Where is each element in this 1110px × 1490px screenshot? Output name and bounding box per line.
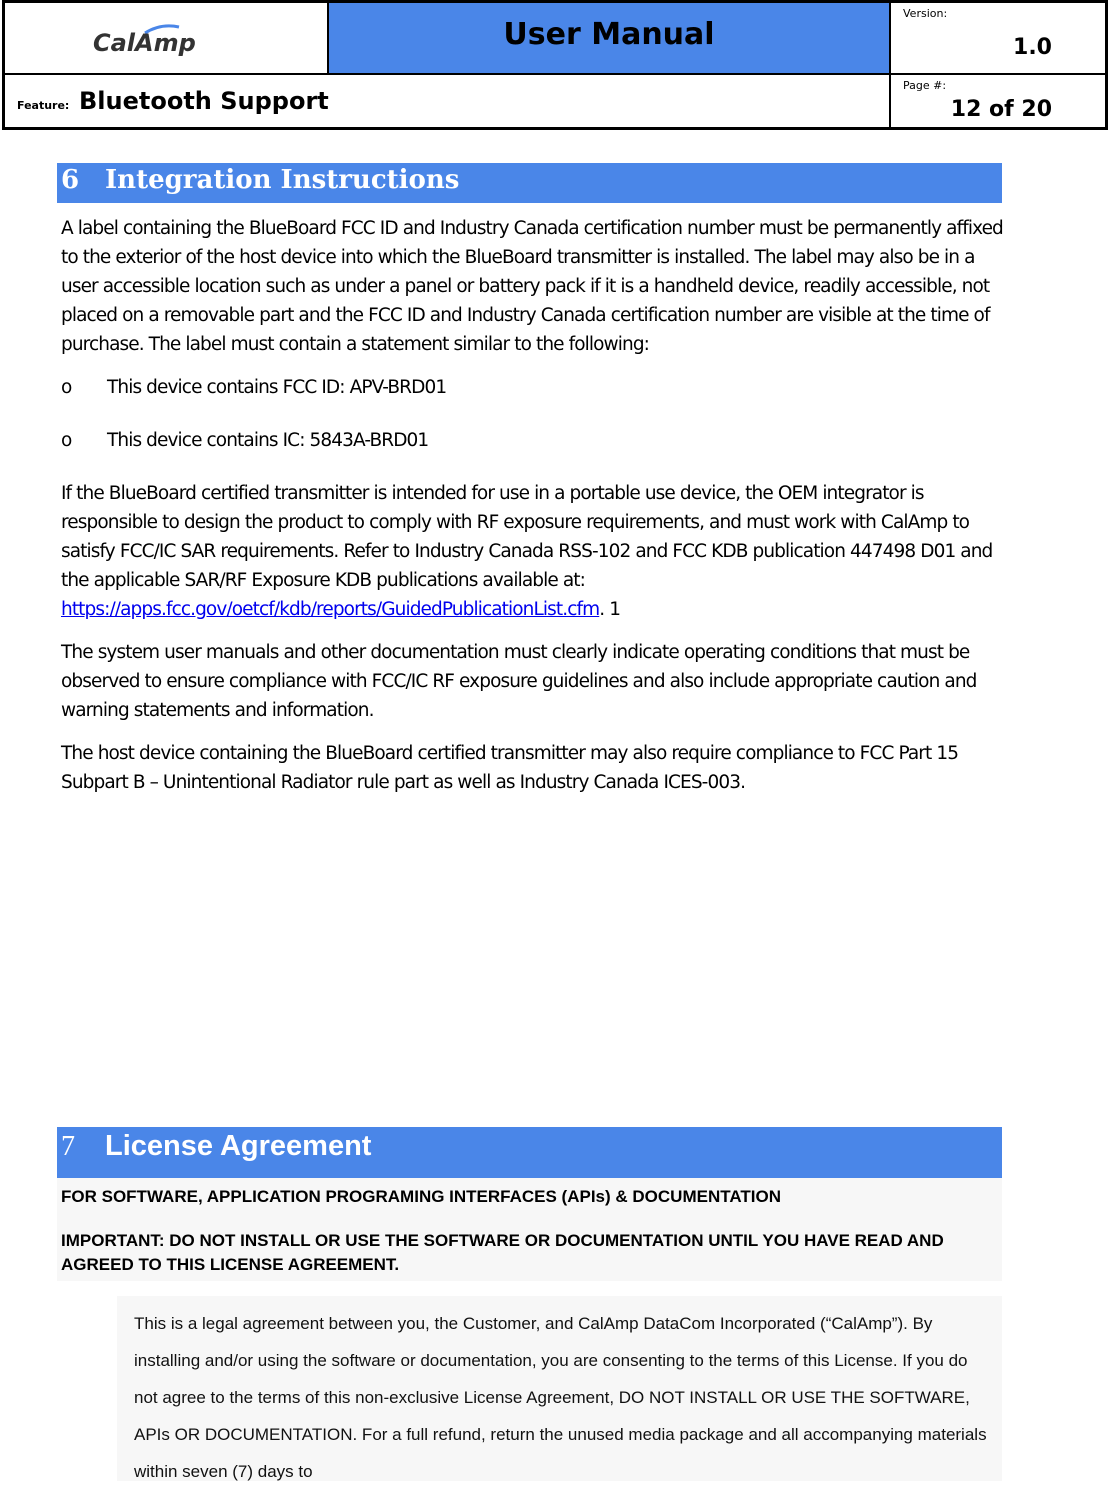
section-6-body bbox=[61, 214, 1006, 811]
bullet-mark: o bbox=[61, 377, 72, 398]
license-scope-line: FOR SOFTWARE, APPLICATION PROGRAMING INTERFACES (APIs) & DOCUMENTATION bbox=[61, 1187, 781, 1206]
paragraph-label-requirement: A label containing the BlueBoard FCC ID and Industry Canada certification number must be permanently affixed to the exterior of the host device into which the BlueBoard transmitter is installed. The label may also be in a user accessible location such as under a panel or battery pack if it is a handheld device, readily accessible, not placed on a removable part and the FCC ID and Industry Canada certification number are visible at the time of purchase. The label must contain a statement similar to the following: bbox=[61, 218, 1003, 355]
legal-agreement-box bbox=[117, 1296, 1002, 1481]
license-notice-box bbox=[57, 1178, 1002, 1281]
link-suffix: . 1 bbox=[599, 599, 621, 620]
section-7-number: 7 bbox=[61, 1131, 75, 1162]
bullet-mark: o bbox=[61, 430, 72, 451]
page-value: 12 of 20 bbox=[950, 97, 1052, 122]
version-cell bbox=[891, 3, 1108, 75]
document-header bbox=[2, 0, 1108, 130]
paragraph-portable-use bbox=[61, 479, 1006, 624]
calamp-logo bbox=[93, 21, 253, 57]
license-important-line: IMPORTANT: DO NOT INSTALL OR USE THE SOFTWARE OR DOCUMENTATION UNTIL YOU HAVE READ AND AGREED TO THIS LICENSE AGREEMENT. bbox=[61, 1231, 944, 1274]
page-label: Page #: bbox=[903, 79, 947, 92]
paragraph-documentation: The system user manuals and other documentation must clearly indicate operating conditions that must be observed to ensure compliance with FCC/IC RF exposure guidelines and also include appropriate caution and warning statements and information. bbox=[61, 642, 977, 721]
version-value: 1.0 bbox=[1013, 35, 1052, 60]
feature-label: Feature: bbox=[17, 99, 70, 112]
page-number-cell bbox=[891, 75, 1108, 130]
paragraph-host-compliance: The host device containing the BlueBoard certified transmitter may also require compliance to FCC Part 15 Subpart B – Unintentional Radiator rule part as well as Industry Canada ICES-003. bbox=[61, 743, 959, 793]
version-label: Version: bbox=[903, 7, 948, 20]
bullet-ic bbox=[61, 426, 1006, 455]
section-6-number: 6 bbox=[61, 165, 80, 195]
bullet-text: This device contains FCC ID: APV-BRD01 bbox=[107, 377, 447, 398]
fcc-kdb-link[interactable]: https://apps.fcc.gov/oetcf/kdb/reports/GuidedPublicationList.cfm bbox=[61, 599, 600, 620]
section-7-title: License Agreement bbox=[105, 1130, 372, 1162]
manual-title: User Manual bbox=[503, 17, 715, 52]
bullet-text: This device contains IC: 5843A-BRD01 bbox=[107, 430, 429, 451]
legal-agreement-text: This is a legal agreement between you, the Customer, and CalAmp DataCom Incorporated (“CalAmp”). By installing and/or using the software or documentation, you are consenting to the terms of this License. If you do not agree to the terms of this non-exclusive License Agreement, DO NOT INSTALL OR USE THE SOFTWARE, APIs OR DOCUMENTATION. For a full refund, return the unused media package and all accompanying materials within seven (7) days to bbox=[134, 1314, 987, 1481]
manual-title-cell bbox=[329, 3, 891, 75]
section-6-title: Integration Instructions bbox=[105, 165, 460, 195]
section-6-heading bbox=[57, 163, 1002, 203]
svg-text:CalAmp: CalAmp bbox=[93, 29, 196, 57]
bullet-fcc-id bbox=[61, 373, 1006, 402]
feature-value: Bluetooth Support bbox=[79, 87, 329, 115]
portable-use-text: If the BlueBoard certified transmitter is intended for use in a portable use device, the OEM integrator is responsible to design the product to comply with RF exposure requirements, and must work with CalAmp to satisfy FCC/IC SAR requirements. Refer to Industry Canada RSS-102 and FCC KDB publication 447498 D01 and the applicable SAR/RF Exposure KDB publications available at: bbox=[61, 483, 993, 591]
section-7-heading bbox=[57, 1127, 1002, 1178]
logo-cell bbox=[5, 3, 329, 75]
feature-cell bbox=[5, 75, 891, 130]
